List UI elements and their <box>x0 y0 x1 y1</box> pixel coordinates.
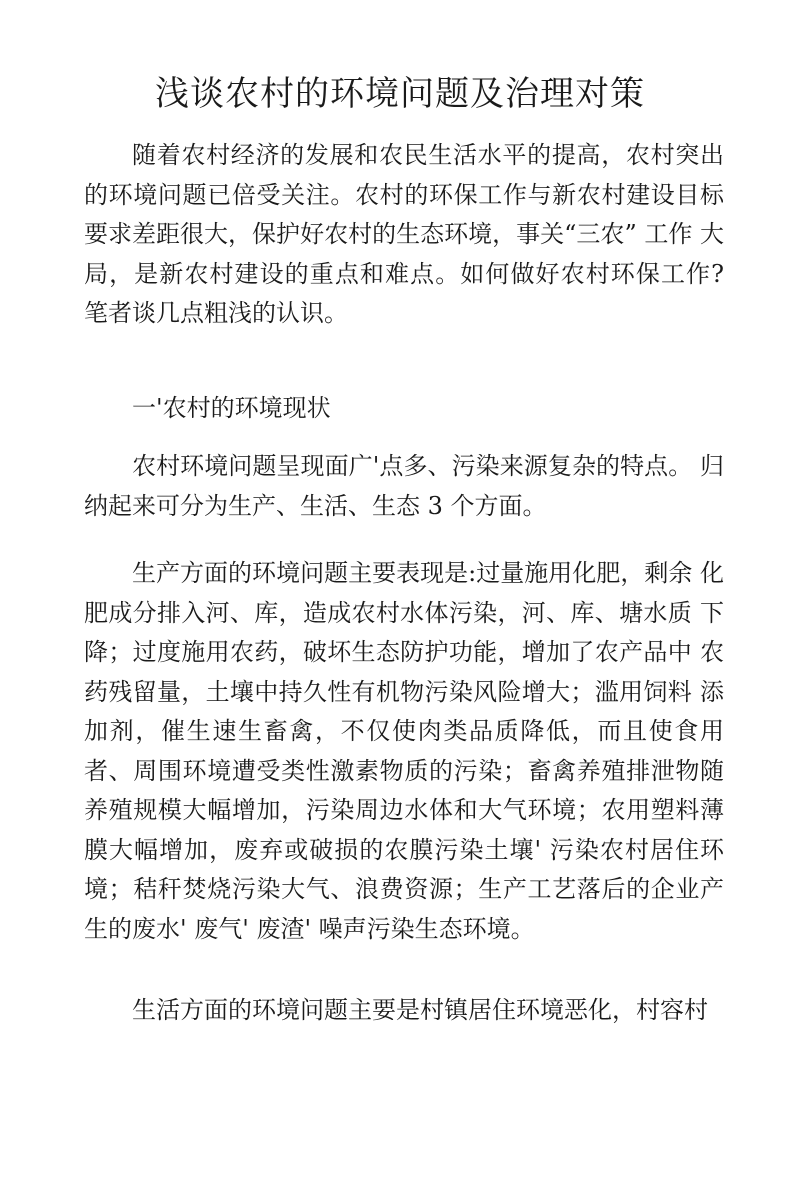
paragraph-production: 生产方面的环境问题主要表现是:过量施用化肥，剩余 化肥成分排入河、库，造成农村水体污染，河、库、塘水质 下降；过度施用农药，破坏生态防护功能，增加了农产品中 农药残留量，土壤中持久性有机物污染风险增大；滥用饲料 添加剂，催生速生畜禽，不仅使肉类品质降低，而且使食用 者、周围环境遭受类性激素物质的污染；畜禽养殖排泄物随 养殖规模大幅增加，污染周边水体和大气环境；农用塑料薄 膜大幅增加，废弃或破损的农膜污染土壤' 污染农村居住环 境；秸秆焚烧污染大气、浪费资源；生产工艺落后的企业产 生的废水' 废气' 废渣' 噪声污染生态环境。 <box>84 559 724 943</box>
section-heading: 一'农村的环境现状 <box>132 394 331 422</box>
paragraph-overview: 农村环境问题呈现面广'点多、污染来源复杂的特点。 归纳起来可分为生产、生活、生态 3 个方面。 <box>84 452 724 520</box>
document-title: 浅谈农村的环境问题及治理对策 <box>155 74 645 114</box>
paragraph-intro: 随着农村经济的发展和农民生活水平的提高，农村突出 的环境问题已倍受关注。农村的环保工作与新农村建设目标 要求差距很大，保护好农村的生态环境，事关“三农” 工作 大局，是新农村建设的重点和难点。如何做好农村环保工作? 笔者谈几点粗浅的认识。 <box>84 141 724 327</box>
paragraph-living: 生活方面的环境问题主要是村镇居住环境恶化，村容村 <box>132 996 708 1024</box>
